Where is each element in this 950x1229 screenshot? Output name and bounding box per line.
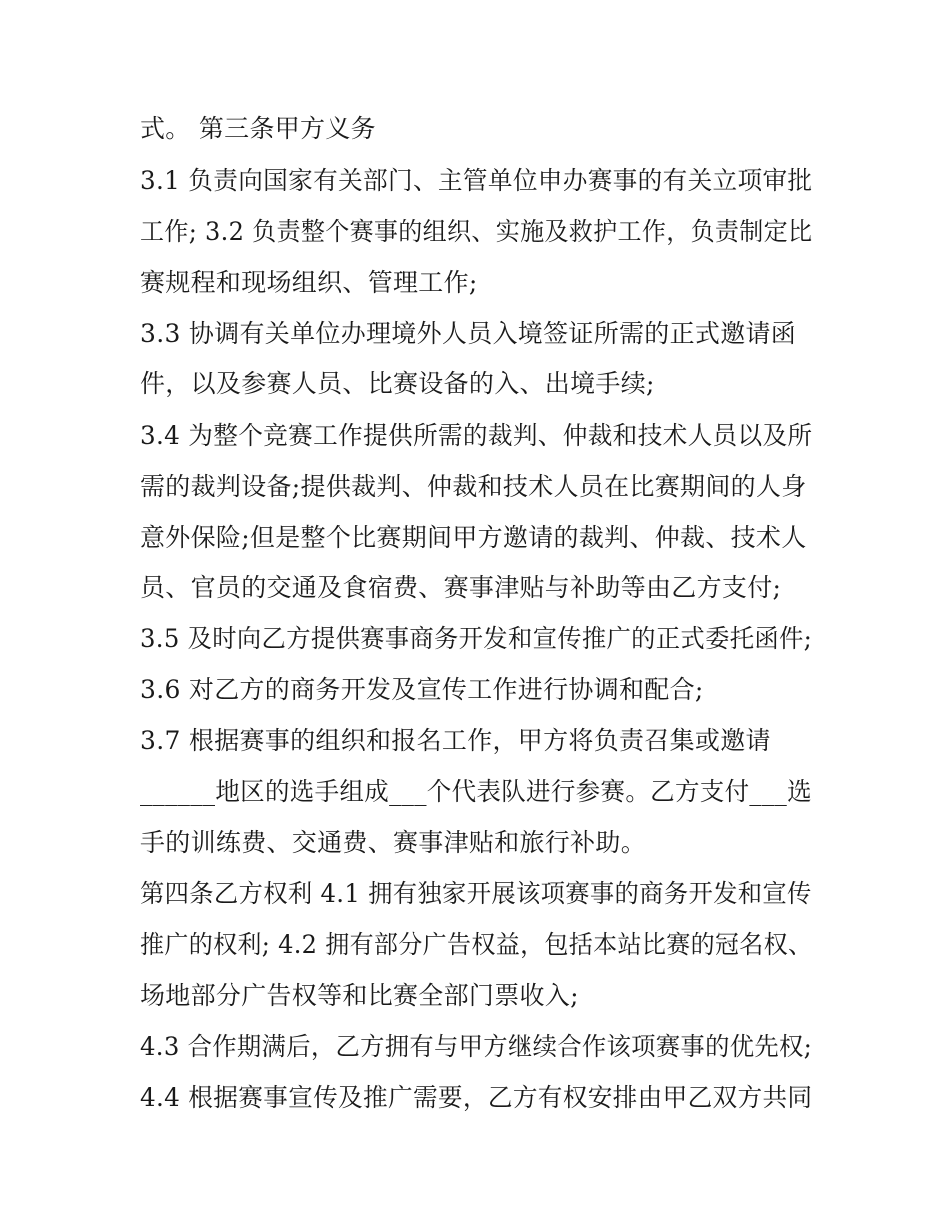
text-line: 场地部分广告权等和比赛全部门票收入; xyxy=(140,981,579,1010)
text-line: 推广的权利; 4.2 拥有部分广告权益，包括本站比赛的冠名权、 xyxy=(140,930,813,959)
text-line: 式。 第三条甲方义务 xyxy=(140,114,376,143)
text-line: 件，以及参赛人员、比赛设备的入、出境手续; xyxy=(140,369,655,398)
text-line: 手的训练费、交通费、赛事津贴和旅行补助。 xyxy=(140,828,647,857)
text-line: 3.7 根据赛事的组织和报名工作，甲方将负责召集或邀请 xyxy=(140,726,771,755)
text-line: 赛规程和现场组织、管理工作; xyxy=(140,268,478,297)
text-line: 3.4 为整个竞赛工作提供所需的裁判、仲裁和技术人员以及所 xyxy=(140,421,813,450)
text-line: 第四条乙方权利 4.1 拥有独家开展该项赛事的商务开发和宣传 xyxy=(140,879,812,908)
text-line: 4.4 根据赛事宣传及推广需要，乙方有权安排由甲乙双方共同 xyxy=(140,1083,813,1112)
text-line: 3.1 负责向国家有关部门、主管单位申办赛事的有关立项审批 xyxy=(140,166,813,195)
text-line: 意外保险;但是整个比赛期间甲方邀请的裁判、仲裁、技术人 xyxy=(140,523,807,552)
text-line: ______地区的选手组成___个代表队进行参赛。乙方支付___选 xyxy=(140,777,812,806)
text-line: 3.6 对乙方的商务开发及宣传工作进行协调和配合; xyxy=(140,675,704,704)
text-line: 3.3 协调有关单位办理境外人员入境签证所需的正式邀请函 xyxy=(140,319,797,348)
text-line: 4.3 合作期满后，乙方拥有与甲方继续合作该项赛事的优先权; xyxy=(140,1032,813,1061)
text-line: 3.5 及时向乙方提供赛事商务开发和宣传推广的正式委托函件; xyxy=(140,624,813,653)
text-line: 工作; 3.2 负责整个赛事的组织、实施及救护工作，负责制定比 xyxy=(140,217,813,246)
text-line: 需的裁判设备;提供裁判、仲裁和技术人员在比赛期间的人身 xyxy=(140,472,807,501)
text-line: 员、官员的交通及食宿费、赛事津贴与补助等由乙方支付; xyxy=(140,573,782,602)
